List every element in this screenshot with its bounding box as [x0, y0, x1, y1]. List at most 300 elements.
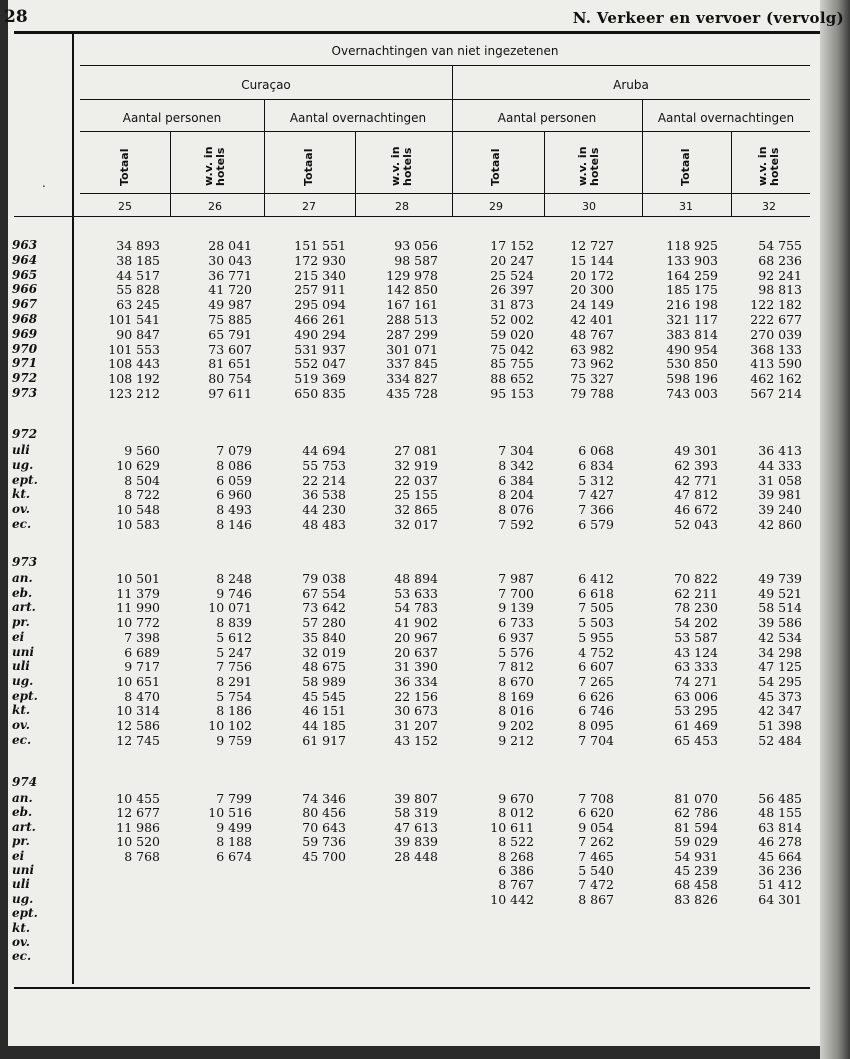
table-cell: 34 893 — [116, 238, 160, 253]
table-cell: 48 767 — [570, 326, 614, 342]
row-label: ec. — [12, 732, 32, 747]
table-cell: 9 139 — [498, 600, 534, 616]
table-cell: 45 664 — [758, 848, 802, 864]
table-cell: 93 056 — [394, 238, 438, 253]
row-label: uli — [12, 443, 30, 457]
table-cell: 32 019 — [302, 644, 346, 660]
table-cell: 65 791 — [208, 326, 252, 342]
table-cell: 47 812 — [674, 487, 718, 503]
table-cell: 12 586 — [116, 718, 160, 733]
table-cell: 45 700 — [302, 848, 346, 864]
table-cell: 101 553 — [108, 341, 160, 357]
table-cell: 59 020 — [490, 326, 534, 342]
table-cell: 49 987 — [208, 297, 252, 313]
table-cell: 8 867 — [578, 891, 614, 907]
table-cell: 41 720 — [208, 282, 252, 298]
table-cell: 27 081 — [394, 443, 438, 458]
table-cell: 95 153 — [490, 386, 534, 401]
table-cell: 10 314 — [116, 703, 160, 719]
table-cell: 10 102 — [208, 718, 252, 733]
table-cell: 10 516 — [208, 805, 252, 821]
table-cell: 490 294 — [294, 326, 346, 342]
group-header: Aantal overnachtingen — [657, 111, 795, 125]
table-cell: 216 198 — [666, 297, 718, 313]
table-cell: 67 554 — [302, 585, 346, 601]
column-number: 32 — [762, 200, 776, 213]
table-cell: 301 071 — [386, 341, 438, 357]
row-label: pr. — [12, 615, 30, 630]
table-cell: 54 295 — [758, 673, 802, 689]
row-label: 973 — [12, 386, 38, 400]
table-cell: 8 169 — [498, 688, 534, 704]
row-label: 967 — [12, 297, 38, 312]
table-cell: 47 125 — [758, 659, 802, 675]
table-cell: 519 369 — [294, 371, 346, 387]
table-cell: 7 756 — [216, 659, 252, 675]
table-cell: 6 579 — [578, 517, 614, 532]
table-cell: 413 590 — [750, 356, 802, 372]
table-cell: 36 236 — [758, 863, 802, 878]
table-cell: 39 586 — [758, 615, 802, 631]
table-cell: 42 401 — [570, 312, 614, 327]
table-cell: 567 214 — [750, 386, 802, 401]
table-cell: 5 312 — [578, 472, 614, 488]
table-cell: 10 520 — [116, 834, 160, 850]
table-cell: 6 746 — [578, 703, 614, 719]
table-cell: 36 538 — [302, 487, 346, 503]
row-label: uli — [12, 877, 30, 892]
table-cell: 36 771 — [208, 267, 252, 283]
table-cell: 466 261 — [294, 312, 346, 327]
table-cell: 7 079 — [216, 443, 252, 458]
table-cell: 8 839 — [216, 615, 252, 631]
table-cell: 97 611 — [208, 386, 252, 401]
table-cell: 650 835 — [294, 386, 346, 401]
row-label: pr. — [12, 834, 30, 849]
column-label: w.v. in hotels — [576, 146, 601, 186]
table-cell: 75 885 — [208, 312, 252, 327]
table-cell: 10 501 — [116, 571, 160, 586]
table-cell: 46 151 — [302, 703, 346, 719]
table-cell: 34 298 — [758, 644, 802, 660]
table-cell: 38 185 — [116, 252, 160, 268]
table-cell: 52 002 — [490, 312, 534, 327]
table-cell: 10 455 — [116, 791, 160, 806]
table-cell: 8 493 — [216, 502, 252, 518]
table-cell: 15 144 — [570, 252, 614, 268]
table-cell: 58 989 — [302, 673, 346, 689]
row-label: ei — [12, 848, 25, 863]
row-label: ov. — [12, 502, 30, 517]
region-aruba: Aruba — [613, 78, 649, 92]
table-cell: 5 247 — [216, 644, 252, 660]
table-cell: 32 017 — [394, 517, 438, 532]
table-cell: 68 458 — [674, 877, 718, 893]
table-cell: 53 295 — [674, 703, 718, 719]
table-cell: 6 674 — [216, 848, 252, 864]
table-cell: 85 755 — [490, 356, 534, 372]
table-cell: 7 427 — [578, 487, 614, 503]
table-cell: 79 788 — [570, 386, 614, 401]
bottom-rule — [14, 987, 810, 989]
column-label: w.v. in hotels — [389, 146, 414, 186]
table-cell: 74 346 — [302, 791, 346, 806]
table-cell: 98 587 — [394, 252, 438, 268]
table-cell: 39 240 — [758, 502, 802, 518]
table-cell: 6 689 — [124, 644, 160, 660]
table-cell: 8 188 — [216, 834, 252, 850]
table-cell: 7 812 — [498, 659, 534, 675]
table-cell: 185 175 — [666, 282, 718, 298]
table-cell: 743 003 — [666, 386, 718, 401]
table-cell: 78 230 — [674, 600, 718, 616]
table-cell: 552 047 — [294, 356, 346, 372]
row-label: an. — [12, 791, 33, 805]
table-cell: 65 453 — [674, 732, 718, 748]
colnum-rule-bottom — [14, 216, 810, 217]
row-label: ept. — [12, 472, 38, 487]
table-cell: 8 076 — [498, 502, 534, 518]
table-cell: 83 826 — [674, 891, 718, 907]
table-cell: 9 670 — [498, 791, 534, 806]
table-cell: 75 327 — [570, 371, 614, 387]
row-label: 972 — [12, 427, 38, 441]
table-cell: 39 807 — [394, 791, 438, 806]
table-cell: 44 333 — [758, 457, 802, 473]
table-cell: 20 637 — [394, 644, 438, 660]
table-cell: 167 161 — [386, 297, 438, 313]
table-cell: 20 300 — [570, 282, 614, 298]
table-cell: 20 247 — [490, 252, 534, 268]
table-cell: 8 767 — [498, 877, 534, 893]
row-label: ug. — [12, 457, 34, 472]
table-cell: 44 185 — [302, 718, 346, 733]
table-cell: 54 931 — [674, 848, 718, 864]
table-cell: 8 204 — [498, 487, 534, 503]
table-cell: 36 334 — [394, 673, 438, 689]
row-label: 970 — [12, 341, 38, 356]
table-cell: 31 390 — [394, 659, 438, 675]
table-cell: 42 860 — [758, 517, 802, 532]
table-cell: 63 333 — [674, 659, 718, 675]
table-cell: 81 651 — [208, 356, 252, 372]
table-cell: 64 301 — [758, 891, 802, 907]
super-header: Overnachtingen van niet ingezetenen — [331, 44, 559, 58]
table-cell: 8 268 — [498, 848, 534, 864]
table-cell: 62 211 — [674, 585, 718, 601]
table-cell: 43 124 — [674, 644, 718, 660]
table-cell: 51 412 — [758, 877, 802, 893]
table-cell: 54 783 — [394, 600, 438, 616]
table-cell: 62 393 — [674, 457, 718, 473]
column-number: 25 — [118, 200, 132, 213]
table-cell: 79 038 — [302, 571, 346, 586]
table-cell: 30 043 — [208, 252, 252, 268]
table-cell: 8 012 — [498, 805, 534, 821]
table-cell: 55 828 — [116, 282, 160, 298]
table-cell: 10 651 — [116, 673, 160, 689]
table-cell: 118 925 — [666, 238, 718, 253]
table-cell: 47 613 — [394, 819, 438, 835]
table-cell: 25 524 — [490, 267, 534, 283]
table-cell: 9 499 — [216, 819, 252, 835]
row-label: 974 — [12, 775, 38, 789]
table-cell: 530 850 — [666, 356, 718, 372]
table-cell: 81 070 — [674, 791, 718, 806]
row-label: 966 — [12, 282, 38, 297]
table-cell: 36 413 — [758, 443, 802, 458]
table-cell: 5 540 — [578, 863, 614, 878]
table-cell: 8 768 — [124, 848, 160, 864]
table-cell: 61 469 — [674, 718, 718, 733]
table-cell: 80 754 — [208, 371, 252, 387]
column-label: w.v. in hotels — [756, 146, 781, 186]
row-label: 968 — [12, 312, 38, 326]
region-curacao: Curaçao — [241, 78, 291, 92]
table-cell: 62 786 — [674, 805, 718, 821]
table-cell: 101 541 — [108, 312, 160, 327]
table-cell: 73 607 — [208, 341, 252, 357]
table-cell: 8 016 — [498, 703, 534, 719]
table-cell: 122 182 — [750, 297, 802, 313]
table-cell: 61 917 — [302, 732, 346, 748]
table-cell: 75 042 — [490, 341, 534, 357]
table-cell: 28 448 — [394, 848, 438, 864]
table-cell: 45 545 — [302, 688, 346, 704]
row-label: eb. — [12, 805, 33, 820]
table-cell: 151 551 — [294, 238, 346, 253]
table-cell: 490 954 — [666, 341, 718, 357]
table-cell: 222 677 — [750, 312, 802, 327]
table-cell: 57 280 — [302, 615, 346, 631]
table-cell: 9 717 — [124, 659, 160, 675]
table-cell: 8 095 — [578, 718, 614, 733]
table-cell: 26 397 — [490, 282, 534, 298]
table-cell: 53 633 — [394, 585, 438, 601]
table-cell: 10 442 — [490, 891, 534, 907]
table-cell: 7 472 — [578, 877, 614, 893]
table-cell: 7 366 — [578, 502, 614, 518]
table-cell: 42 771 — [674, 472, 718, 488]
table-cell: 31 207 — [394, 718, 438, 733]
table-cell: 48 675 — [302, 659, 346, 675]
table-cell: 4 752 — [578, 644, 614, 660]
table-cell: 8 670 — [498, 673, 534, 689]
table-cell: 6 068 — [578, 443, 614, 458]
table-cell: 44 230 — [302, 502, 346, 518]
table-cell: 10 611 — [490, 819, 534, 835]
table-cell: 49 521 — [758, 585, 802, 601]
table-cell: 70 822 — [674, 571, 718, 586]
table-cell: 10 772 — [116, 615, 160, 631]
table-cell: 5 503 — [578, 615, 614, 631]
table-cell: 531 937 — [294, 341, 346, 357]
table-cell: 48 155 — [758, 805, 802, 821]
table-cell: 63 982 — [570, 341, 614, 357]
table-cell: 25 155 — [394, 487, 438, 503]
table-cell: 59 736 — [302, 834, 346, 850]
table-cell: 6 937 — [498, 629, 534, 645]
table-cell: 6 384 — [498, 472, 534, 488]
table-cell: 295 094 — [294, 297, 346, 313]
top-rule — [14, 31, 820, 34]
table-cell: 22 156 — [394, 688, 438, 704]
table-cell: 598 196 — [666, 371, 718, 387]
table-cell: 56 485 — [758, 791, 802, 806]
table-cell: 46 672 — [674, 502, 718, 518]
table-cell: 5 955 — [578, 629, 614, 645]
table-cell: 48 483 — [302, 517, 346, 532]
stub-divider — [72, 34, 74, 984]
table-cell: 11 990 — [116, 600, 160, 616]
row-label: 963 — [12, 238, 38, 252]
row-label: ov. — [12, 935, 30, 949]
row-label: eb. — [12, 585, 33, 600]
row-label: kt. — [12, 703, 31, 718]
table-cell: 270 039 — [750, 326, 802, 342]
table-cell: 9 212 — [498, 732, 534, 748]
page-number: 28 — [4, 7, 28, 27]
table-cell: 63 245 — [116, 297, 160, 313]
col-divider-3 — [544, 131, 545, 216]
table-cell: 8 186 — [216, 703, 252, 719]
row-label: an. — [12, 571, 33, 585]
table-cell: 7 505 — [578, 600, 614, 616]
row-label: 973 — [12, 555, 38, 569]
table-cell: 10 583 — [116, 517, 160, 532]
table-cell: 7 262 — [578, 834, 614, 850]
table-cell: 58 514 — [758, 600, 802, 616]
table-cell: 7 708 — [578, 791, 614, 806]
row-label: 965 — [12, 267, 38, 282]
row-label: kt. — [12, 487, 31, 502]
table-cell: 133 903 — [666, 252, 718, 268]
table-cell: 10 629 — [116, 457, 160, 473]
table-cell: 7 700 — [498, 585, 534, 601]
table-cell: 17 152 — [490, 238, 534, 253]
table-cell: 8 722 — [124, 487, 160, 503]
table-cell: 52 043 — [674, 517, 718, 532]
row-label: uni — [12, 863, 35, 877]
table-cell: 28 041 — [208, 238, 252, 253]
table-cell: 6 834 — [578, 457, 614, 473]
col-divider-1 — [170, 131, 171, 216]
table-cell: 462 162 — [750, 371, 802, 387]
row-label: ei — [12, 629, 25, 644]
table-cell: 142 850 — [386, 282, 438, 298]
table-cell: 42 347 — [758, 703, 802, 719]
table-cell: 88 652 — [490, 371, 534, 387]
table-cell: 54 755 — [758, 238, 802, 253]
table-cell: 39 981 — [758, 487, 802, 503]
table-cell: 7 398 — [124, 629, 160, 645]
column-label: w.v. in hotels — [202, 146, 227, 186]
table-cell: 334 827 — [386, 371, 438, 387]
table-cell: 45 239 — [674, 863, 718, 878]
table-cell: 44 694 — [302, 443, 346, 458]
column-label: Totaal — [118, 148, 131, 186]
group-header: Aantal overnachtingen — [289, 111, 427, 125]
table-cell: 108 192 — [108, 371, 160, 387]
table-cell: 9 560 — [124, 443, 160, 458]
table-cell: 9 202 — [498, 718, 534, 733]
table-cell: 288 513 — [386, 312, 438, 327]
column-label: Totaal — [302, 148, 315, 186]
table-cell: 11 986 — [116, 819, 160, 835]
table-cell: 59 029 — [674, 834, 718, 850]
table-cell: 6 412 — [578, 571, 614, 586]
table-cell: 73 642 — [302, 600, 346, 616]
table-cell: 63 006 — [674, 688, 718, 704]
table-cell: 6 618 — [578, 585, 614, 601]
table-cell: 6 059 — [216, 472, 252, 488]
table-cell: 20 172 — [570, 267, 614, 283]
table-cell: 46 278 — [758, 834, 802, 850]
table-cell: 7 987 — [498, 571, 534, 586]
table-cell: 5 612 — [216, 629, 252, 645]
super-header-rule — [80, 65, 810, 66]
stub-marker: . — [42, 176, 46, 190]
row-label: 972 — [12, 371, 38, 386]
group-rule — [80, 131, 810, 132]
row-label: ec. — [12, 517, 32, 531]
table-cell: 368 133 — [750, 341, 802, 357]
row-label: ug. — [12, 673, 34, 688]
colnum-rule-top — [80, 193, 810, 194]
row-label: ug. — [12, 891, 34, 906]
row-label: art. — [12, 600, 36, 615]
table-cell: 172 930 — [294, 252, 346, 268]
table-cell: 10 071 — [208, 600, 252, 616]
table-cell: 44 517 — [116, 267, 160, 283]
column-number: 31 — [679, 200, 693, 213]
table-cell: 49 301 — [674, 443, 718, 458]
table-cell: 70 643 — [302, 819, 346, 835]
table-cell: 7 592 — [498, 517, 534, 532]
table-cell: 5 576 — [498, 644, 534, 660]
group-header: Aantal personen — [122, 111, 222, 125]
table-cell: 12 727 — [570, 238, 614, 253]
table-cell: 6 386 — [498, 863, 534, 878]
table-cell: 68 236 — [758, 252, 802, 268]
table-cell: 8 504 — [124, 472, 160, 488]
table-cell: 129 978 — [386, 267, 438, 283]
table-cell: 8 146 — [216, 517, 252, 532]
table-cell: 287 299 — [386, 326, 438, 342]
table-cell: 123 212 — [108, 386, 160, 401]
table-cell: 54 202 — [674, 615, 718, 631]
row-label: ec. — [12, 949, 32, 964]
table-cell: 7 799 — [216, 791, 252, 806]
table-cell: 31 058 — [758, 472, 802, 488]
row-label: 971 — [12, 356, 38, 371]
table-cell: 80 456 — [302, 805, 346, 821]
column-number: 30 — [582, 200, 596, 213]
table-cell: 10 548 — [116, 502, 160, 518]
table-cell: 383 814 — [666, 326, 718, 342]
table-cell: 6 626 — [578, 688, 614, 704]
table-cell: 8 522 — [498, 834, 534, 850]
table-cell: 43 152 — [394, 732, 438, 748]
running-head: N. Verkeer en vervoer (vervolg) — [572, 9, 844, 27]
table-cell: 11 379 — [116, 585, 160, 601]
table-cell: 51 398 — [758, 718, 802, 733]
row-label: ept. — [12, 906, 38, 921]
row-label: uli — [12, 659, 30, 674]
table-cell: 6 607 — [578, 659, 614, 675]
table-cell: 6 960 — [216, 487, 252, 503]
table-cell: 164 259 — [666, 267, 718, 283]
